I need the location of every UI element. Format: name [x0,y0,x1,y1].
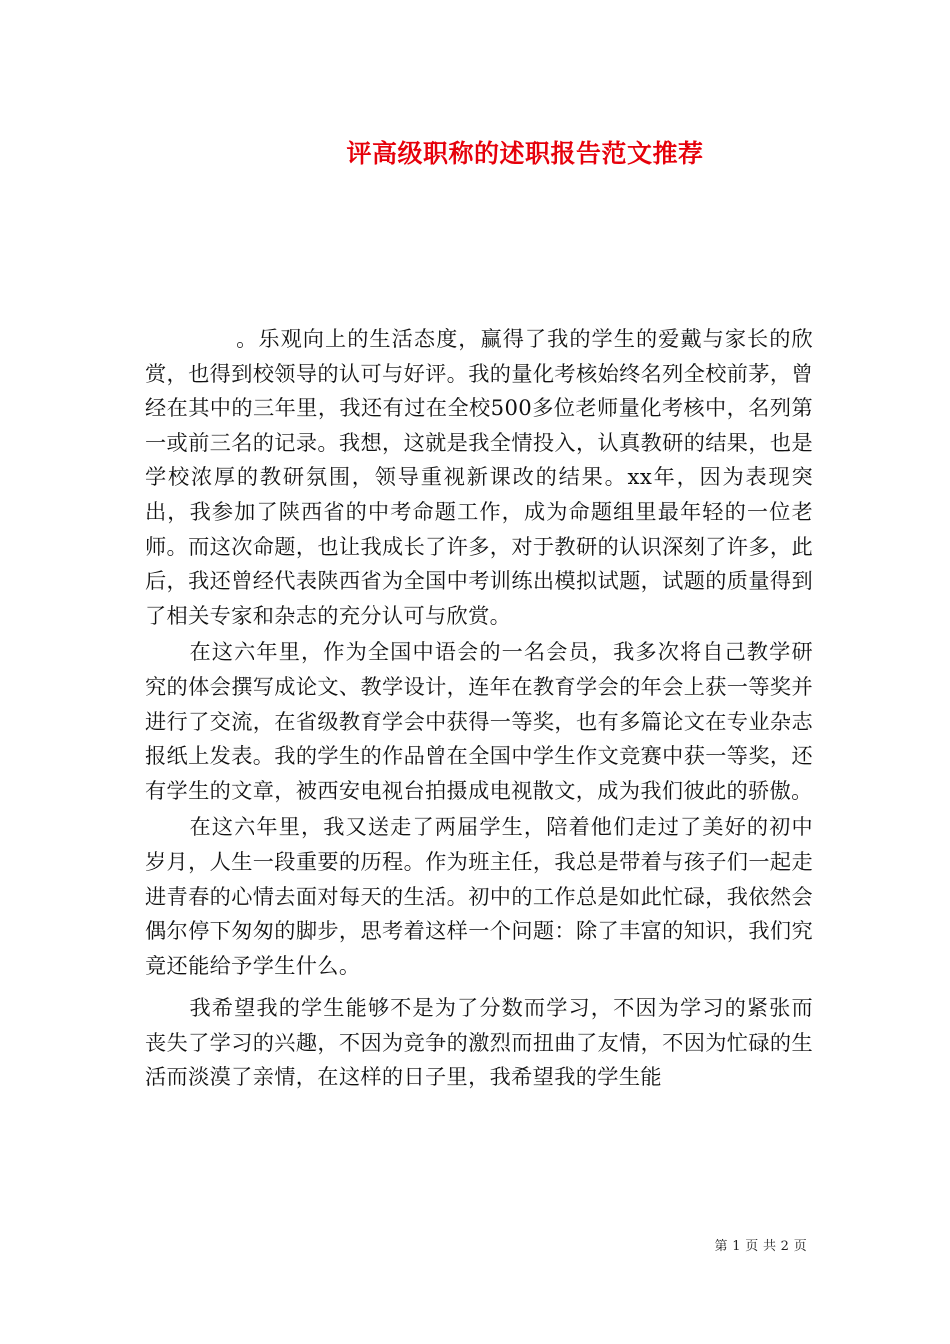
page-number-footer: 第 1 页 共 2 页 [714,1239,807,1254]
paragraph-3: 在这六年里，我又送走了两届学生，陪着他们走过了美好的初中岁月，人生一段重要的历程。作为班主任，我总是带着与孩子们一起走进青春的心情去面对每天的生活。初中的工作总是如此忙碌，我依然会偶尔停下匆匆的脚步，思考着这样一个问题：除了丰富的知识，我们究竟还能给予学生什么。 [145,814,813,978]
document-title: 评高级职称的述职报告范文推荐 [346,139,704,168]
paragraph-1: 。乐观向上的生活态度，赢得了我的学生的爱戴与家长的欣赏，也得到校领导的认可与好评。我的量化考核始终名列全校前茅，曾经在其中的三年里，我还有过在全校500多位老师量化考核中，名列第一或前三名的记录。我想，这就是我全情投入，认真教研的结果，也是学校浓厚的教研氛围，领导重视新课改的结果。xx年，因为表现突出，我参加了陕西省的中考命题工作，成为命题组里最年轻的一位老师。而这次命题，也让我成长了许多，对于教研的认识深刻了许多，此后，我还曾经代表陕西省为全国中考训练出模拟试题，试题的质量得到了相关专家和杂志的充分认可与欣赏。 [145,326,813,628]
document-body [145,322,813,1095]
paragraph-4: 我希望我的学生能够不是为了分数而学习，不因为学习的紧张而丧失了学习的兴趣，不因为竞争的激烈而扭曲了友情，不因为忙碌的生活而淡漠了亲情，在这样的日子里，我希望我的学生能 [145,995,813,1090]
paragraph-2: 在这六年里，作为全国中语会的一名会员，我多次将自己教学研究的体会撰写成论文、教学设计，连年在教育学会的年会上获一等奖并进行了交流，在省级教育学会中获得一等奖，也有多篇论文在专业杂志报纸上发表。我的学生的作品曾在全国中学生作文竞赛中获一等奖，还有学生的文章，被西安电视台拍摄成电视散文，成为我们彼此的骄傲。 [145,639,813,803]
